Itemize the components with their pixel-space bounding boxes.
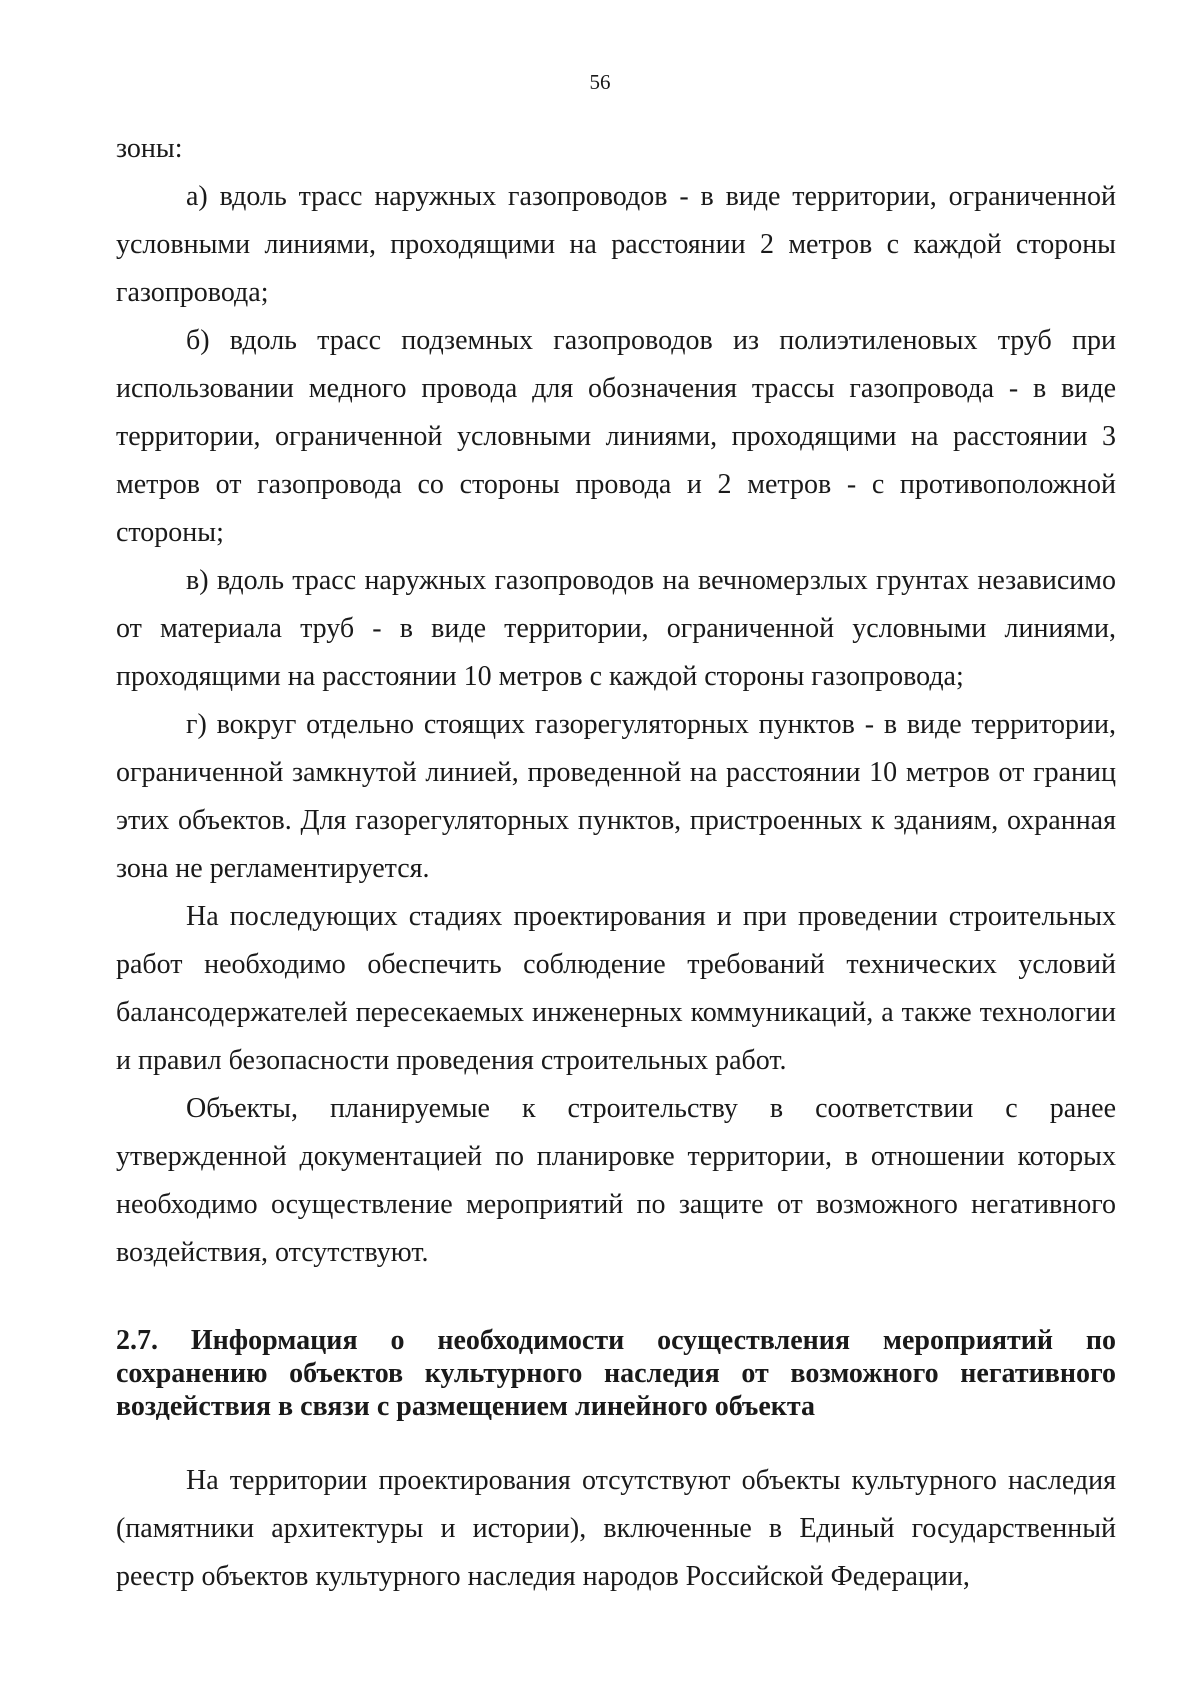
- section-heading: 2.7. Информация о необходимости осуществления мероприятий по сохранению объектов культурного наследия от возможного негативного воздействия в связи с размещением линейного объекта: [116, 1325, 1116, 1422]
- paragraph-item-g: г) вокруг отдельно стоящих газорегуляторных пунктов - в виде территории, ограниченной замкнутой линией, проведенной на расстоянии 10 метров от границ этих объектов. Для газорегуляторных пунктов, пристроенных к зданиям, охранная зона не регламентируется.: [116, 709, 1116, 884]
- paragraph-item-v: в) вдоль трасс наружных газопроводов на вечномерзлых грунтах независимо от материала труб - в виде территории, ограниченной условными линиями, проходящими на расстоянии 10 метров с каждой стороны газопровода;: [116, 565, 1116, 692]
- paragraph-construction-requirements: На последующих стадиях проектирования и при проведении строительных работ необходимо обеспечить соблюдение требований технических условий балансодержателей пересекаемых инженерных коммуникаций, а также технологии и правил безопасности проведения строительных работ.: [116, 901, 1116, 1076]
- body-text: [116, 125, 1116, 1277]
- section-2-7: [116, 1324, 1116, 1601]
- paragraph-item-a: а) вдоль трасс наружных газопроводов - в виде территории, ограниченной условными линиями, проходящими на расстоянии 2 метров с каждой стороны газопровода;: [116, 181, 1116, 308]
- paragraph-continuation: зоны:: [116, 133, 183, 164]
- section-paragraph: На территории проектирования отсутствуют объекты культурного наследия (памятники архитектуры и истории), включенные в Единый государственный реестр объектов культурного наследия народов Российской Федерации,: [116, 1465, 1116, 1592]
- paragraph-planned-objects: Объекты, планируемые к строительству в соответствии с ранее утвержденной документацией по планировке территории, в отношении которых необходимо осуществление мероприятий по защите от возможного негативного воздействия, отсутствуют.: [116, 1093, 1116, 1268]
- page-number: 56: [589, 70, 611, 94]
- paragraph-item-b: б) вдоль трасс подземных газопроводов из полиэтиленовых труб при использовании медного провода для обозначения трассы газопровода - в виде территории, ограниченной условными линиями, проходящими на расстоянии 3 метров от газопровода со стороны провода и 2 метров - с противоположной стороны;: [116, 325, 1116, 548]
